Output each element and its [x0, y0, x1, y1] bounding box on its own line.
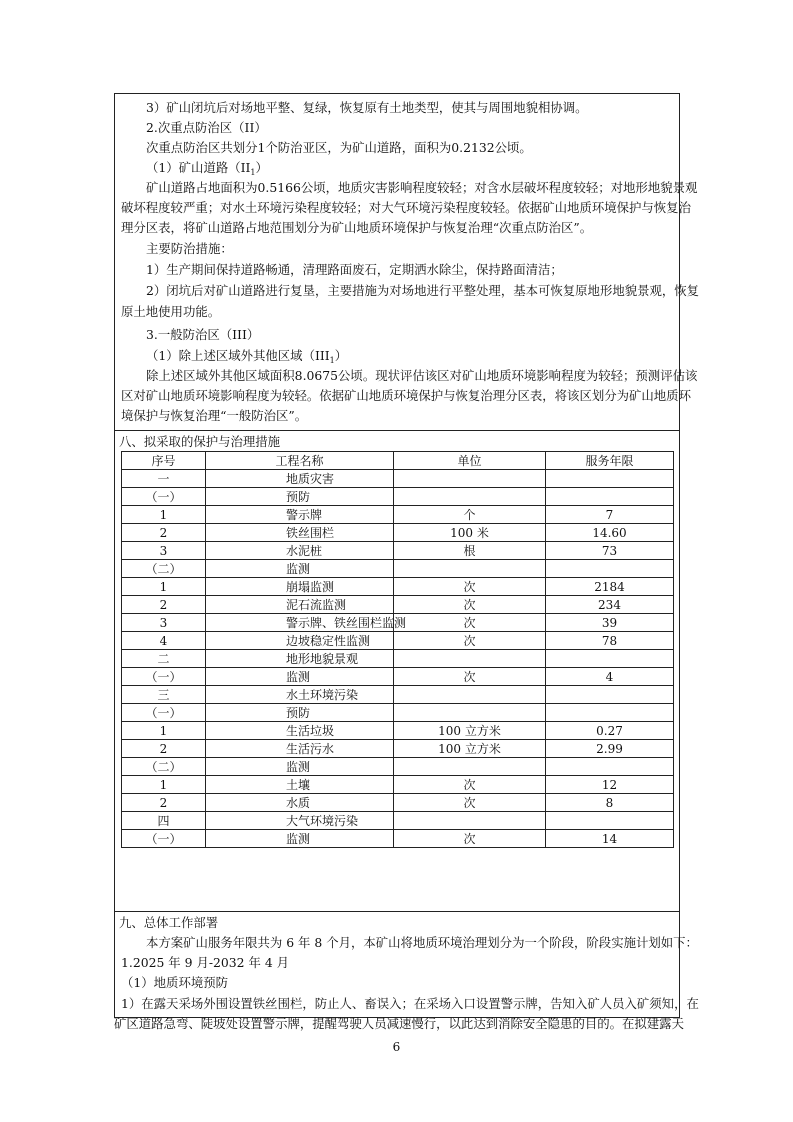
cell-index: （一） — [122, 704, 206, 722]
cell-unit — [394, 812, 546, 830]
table-row — [122, 722, 674, 740]
subheading-mine-road: （1）矿山道路$(II_1)$ — [146, 160, 268, 177]
table-row — [122, 614, 674, 632]
cell-index: 1 — [122, 578, 206, 596]
cell-unit: 100 立方米 — [394, 740, 546, 758]
cell-service-years: 8 — [546, 794, 674, 812]
cell-unit: 次 — [394, 632, 546, 650]
header-unit: 单位 — [394, 452, 546, 470]
table-row — [122, 470, 674, 488]
text-line: 区对矿山地质环境影响程度为较轻。依据矿山地质环境保护与恢复治理分区表，将该区划分为矿山地质环 — [121, 388, 691, 403]
cell-index: 3 — [122, 542, 206, 560]
table-row — [122, 758, 674, 776]
cell-project-name: 崩塌监测 — [206, 578, 394, 596]
subheading-other-area: （1）除上述区域外其他区域$(III_1)$ — [146, 348, 348, 365]
cell-project-name: 预防 — [206, 704, 394, 722]
table-header-row — [122, 452, 674, 470]
table-body — [122, 470, 674, 848]
cell-index: 1 — [122, 722, 206, 740]
measures-section — [115, 431, 679, 912]
cell-project-name: 地形地貌景观 — [206, 650, 394, 668]
cell-project-name: 警示牌、铁丝围栏监测 — [206, 614, 394, 632]
header-project-name: 工程名称 — [206, 452, 394, 470]
text-line: 理分区表，将矿山道路占地范围划分为矿山地质环境保护与恢复治理“次重点防治区”。 — [121, 220, 593, 235]
cell-project-name: 土壤 — [206, 776, 394, 794]
cell-index: （二） — [122, 758, 206, 776]
cell-service-years: 234 — [546, 596, 674, 614]
cell-service-years — [546, 488, 674, 506]
text-line: 3）矿山闭坑后对场地平整、复绿，恢复原有土地类型，使其与周围地貌相协调。 — [146, 100, 588, 115]
table-row — [122, 506, 674, 524]
table-row — [122, 596, 674, 614]
text-line: 破坏程度较严重；对水土环境污染程度较轻；对大气环境污染程度较轻。依据矿山地质环境保护与恢复治 — [121, 200, 691, 215]
cell-unit — [394, 488, 546, 506]
text-line: 矿区道路急弯、陡坡处设置警示牌，提醒驾驶人员减速慢行，以此达到消除安全隐患的目的。在拟建露天 — [114, 1016, 684, 1031]
cell-index: 3 — [122, 614, 206, 632]
table-row — [122, 740, 674, 758]
table-row — [122, 812, 674, 830]
cell-project-name: 警示牌 — [206, 506, 394, 524]
text-line: 次重点防治区共划分1个防治亚区，为矿山道路，面积为0.2132公顷。 — [146, 140, 532, 155]
cell-unit: 次 — [394, 614, 546, 632]
table-row — [122, 686, 674, 704]
table-row — [122, 794, 674, 812]
cell-project-name: 监测 — [206, 668, 394, 686]
cell-unit — [394, 650, 546, 668]
cell-unit: 100 立方米 — [394, 722, 546, 740]
cell-index: （一） — [122, 830, 206, 848]
text-line: 1）生产期间保持道路畅通，清理路面废石，定期洒水除尘，保持路面清洁； — [146, 262, 563, 277]
table-row — [122, 542, 674, 560]
subheading-general-zone: 3.一般防治区（III） — [146, 327, 260, 342]
header-index: 序号 — [122, 452, 206, 470]
cell-service-years: 4 — [546, 668, 674, 686]
cell-unit: 根 — [394, 542, 546, 560]
text-line: 原土地使用功能。 — [121, 304, 221, 319]
cell-project-name: 生活污水 — [206, 740, 394, 758]
cell-unit — [394, 470, 546, 488]
cell-service-years — [546, 560, 674, 578]
text-line: 2）闭坑后对矿山道路进行复垦，主要措施为对场地进行平整处理，基本可恢复原地形地貌景观，恢复 — [146, 283, 700, 298]
cell-project-name: 水泥桩 — [206, 542, 394, 560]
cell-unit: 次 — [394, 776, 546, 794]
table-row — [122, 578, 674, 596]
cell-service-years: 14 — [546, 830, 674, 848]
cell-index: 1 — [122, 776, 206, 794]
zoning-section — [115, 94, 700, 431]
section-title: 九、总体工作部署 — [119, 915, 219, 930]
cell-service-years — [546, 812, 674, 830]
cell-project-name: 生活垃圾 — [206, 722, 394, 740]
cell-service-years: 12 — [546, 776, 674, 794]
cell-project-name: 监测 — [206, 830, 394, 848]
cell-index: 2 — [122, 524, 206, 542]
cell-service-years — [546, 758, 674, 776]
cell-service-years — [546, 686, 674, 704]
table-row — [122, 830, 674, 848]
cell-project-name: 监测 — [206, 758, 394, 776]
cell-service-years: 2184 — [546, 578, 674, 596]
cell-service-years — [546, 650, 674, 668]
stage-heading: 1.2025 年 9 月-2032 年 4 月 — [121, 955, 290, 970]
header-service-years: 服务年限 — [546, 452, 674, 470]
cell-index: 一 — [122, 470, 206, 488]
cell-unit — [394, 686, 546, 704]
cell-unit: 次 — [394, 596, 546, 614]
text-line: 境保护与恢复治理“一般防治区”。 — [121, 408, 308, 423]
section-title: 八、拟采取的保护与治理措施 — [119, 434, 281, 449]
cell-project-name: 监测 — [206, 560, 394, 578]
text-line: 1）在露天采场外围设置铁丝围栏，防止人、畜误入；在采场入口设置警示牌，告知入矿人员入矿须知，在 — [121, 996, 699, 1011]
cell-service-years: 14.60 — [546, 524, 674, 542]
cell-index: 二 — [122, 650, 206, 668]
deployment-section — [115, 912, 699, 1019]
cell-index: （一） — [122, 488, 206, 506]
cell-index: 四 — [122, 812, 206, 830]
cell-index: 2 — [122, 740, 206, 758]
cell-service-years: 39 — [546, 614, 674, 632]
cell-index: 2 — [122, 596, 206, 614]
cell-index: （二） — [122, 560, 206, 578]
cell-index: 1 — [122, 506, 206, 524]
cell-index: 三 — [122, 686, 206, 704]
cell-service-years — [546, 704, 674, 722]
table-row — [122, 560, 674, 578]
cell-unit: 次 — [394, 668, 546, 686]
cell-service-years: 78 — [546, 632, 674, 650]
cell-project-name: 水质 — [206, 794, 394, 812]
cell-service-years: 2.99 — [546, 740, 674, 758]
cell-service-years: 73 — [546, 542, 674, 560]
cell-index: 2 — [122, 794, 206, 812]
text-line: 矿山道路占地面积为0.5166公顷，地质灾害影响程度较轻；对含水层破坏程度较轻；对地形地貌景观 — [146, 180, 698, 195]
table-row — [122, 524, 674, 542]
measures-table — [121, 451, 674, 848]
cell-service-years: 0.27 — [546, 722, 674, 740]
table-row — [122, 632, 674, 650]
page-number: 6 — [392, 1040, 401, 1054]
table-row — [122, 668, 674, 686]
cell-unit: 个 — [394, 506, 546, 524]
cell-unit: 次 — [394, 794, 546, 812]
cell-unit: 次 — [394, 830, 546, 848]
table-row — [122, 650, 674, 668]
cell-project-name: 地质灾害 — [206, 470, 394, 488]
cell-project-name: 铁丝围栏 — [206, 524, 394, 542]
cell-project-name: 水土环境污染 — [206, 686, 394, 704]
cell-unit — [394, 560, 546, 578]
table-row — [122, 488, 674, 506]
subheading-prevention: （1）地质环境预防 — [121, 975, 229, 990]
cell-service-years: 7 — [546, 506, 674, 524]
cell-project-name: 边坡稳定性监测 — [206, 632, 394, 650]
cell-unit: 次 — [394, 578, 546, 596]
cell-index: 4 — [122, 632, 206, 650]
cell-unit: 100 米 — [394, 524, 546, 542]
cell-project-name: 大气环境污染 — [206, 812, 394, 830]
text-line: 除上述区域外其他区域面积8.0675公顷。现状评估该区对矿山地质环境影响程度为较轻；预测评估该 — [146, 368, 698, 383]
subheading-secondary-zone: 2.次重点防治区（II） — [146, 120, 267, 135]
table-row — [122, 776, 674, 794]
table-row — [122, 704, 674, 722]
cell-index: （一） — [122, 668, 206, 686]
cell-project-name: 预防 — [206, 488, 394, 506]
cell-unit — [394, 704, 546, 722]
cell-project-name: 泥石流监测 — [206, 596, 394, 614]
text-line: 本方案矿山服务年限共为 6 年 8 个月，本矿山将地质环境治理划分为一个阶段，阶段实施计划如下： — [146, 935, 698, 950]
document-frame — [114, 93, 700, 1018]
cell-service-years — [546, 470, 674, 488]
cell-unit — [394, 758, 546, 776]
text-line: 主要防治措施： — [146, 241, 233, 256]
